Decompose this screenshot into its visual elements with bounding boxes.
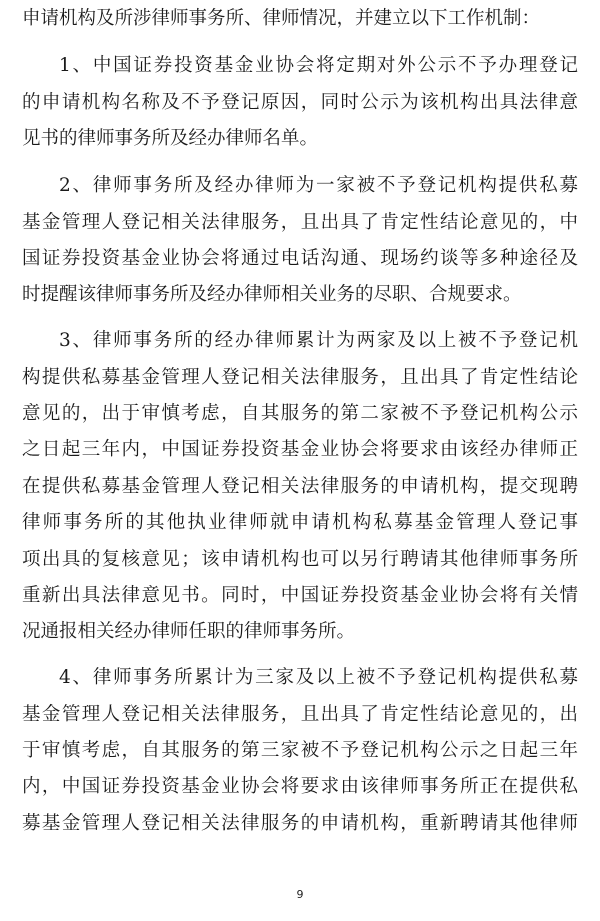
paragraph-line: 项出具的复核意见；该申请机构也可以另行聘请其他律师事务所: [22, 549, 578, 570]
paragraph-line: 律师事务所的其他执业律师就申请机构私募基金管理人登记事: [22, 512, 578, 533]
intro-line: 申请机构及所涉律师事务所、律师情况，并建立以下工作机制：: [22, 8, 541, 29]
paragraph-line: 1、中国证券投资基金业协会将定期对外公示不予办理登记: [59, 55, 578, 76]
paragraph-line: 构提供私募基金管理人登记相关法律服务，且出具了肯定性结论: [22, 367, 578, 388]
paragraph-line: 之日起三年内，中国证券投资基金业协会将要求由该经办律师正: [22, 439, 578, 460]
paragraph-line: 于审慎考虑，自其服务的第三家被不予登记机构公示之日起三年: [22, 740, 578, 761]
page-number: 9: [296, 888, 304, 901]
paragraph-line: 意见的，出于审慎考虑，自其服务的第二家被不予登记机构公示: [22, 403, 578, 424]
paragraph-line: 国证券投资基金业协会将通过电话沟通、现场约谈等多种途径及: [22, 248, 578, 269]
paragraph-line: 2、律师事务所及经办律师为一家被不予登记机构提供私募: [59, 175, 578, 196]
paragraph-line: 4、律师事务所累计为三家及以上被不予登记机构提供私募: [59, 667, 578, 688]
paragraph-line: 基金管理人登记相关法律服务，且出具了肯定性结论意见的，中: [22, 212, 578, 233]
paragraph-line: 见书的律师事务所及经办律师名单。: [22, 128, 319, 149]
paragraph-line: 的申请机构名称及不予登记原因，同时公示为该机构出具法律意: [22, 92, 578, 113]
paragraph-line: 内，中国证券投资基金业协会将要求由该律师事务所正在提供私: [22, 776, 578, 797]
paragraph-line: 募基金管理人登记相关法律服务的申请机构，重新聘请其他律师: [22, 813, 578, 834]
paragraph-line: 在提供私募基金管理人登记相关法律服务的申请机构，提交现聘: [22, 476, 578, 497]
paragraph-line: 况通报相关经办律师任职的律师事务所。: [22, 621, 356, 642]
paragraph-line: 重新出具法律意见书。同时，中国证券投资基金业协会将有关情: [22, 585, 578, 606]
paragraph-line: 基金管理人登记相关法律服务，且出具了肯定性结论意见的，出: [22, 704, 578, 725]
paragraph-line: 时提醒该律师事务所及经办律师相关业务的尽职、合规要求。: [22, 284, 522, 305]
paragraph-line: 3、律师事务所的经办律师累计为两家及以上被不予登记机: [59, 330, 578, 351]
